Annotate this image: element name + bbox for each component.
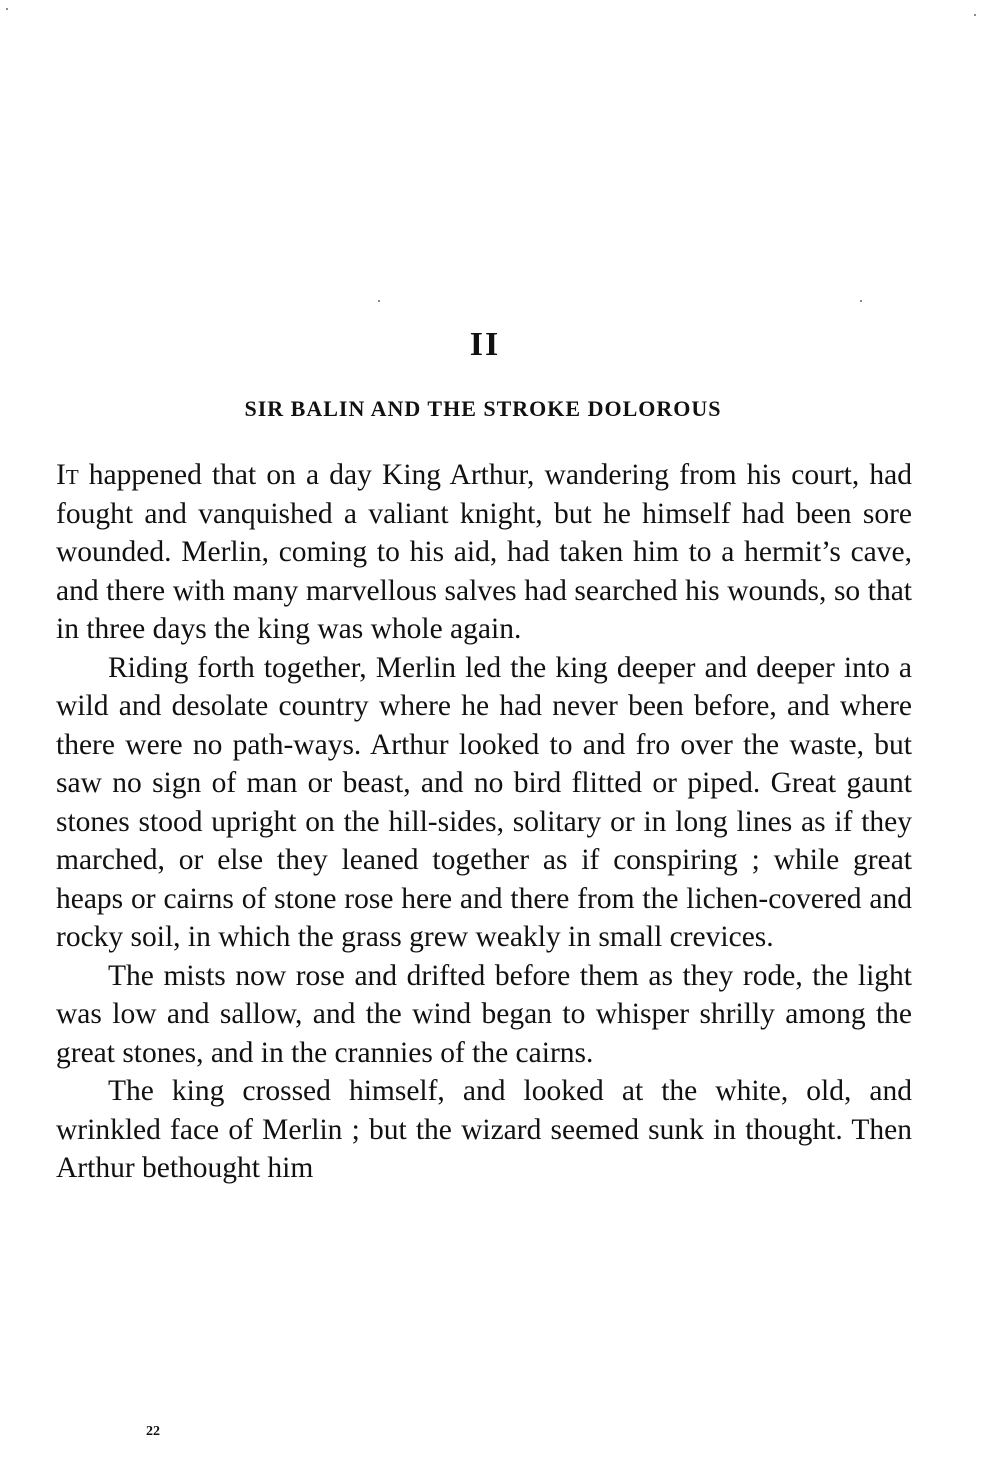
chapter-body xyxy=(56,456,912,1188)
paper-speck xyxy=(860,300,862,302)
paragraph-text: happened that on a day King Arthur, wandering from his court, had fought and vanquished a valiant knight, but he himself had been sore wounded. Merlin, coming to his aid, had taken him to a hermit’s cave, and there with many marvellous salves had searched his wounds, so that in three days the king was whole again. xyxy=(56,459,912,645)
page-number: 22 xyxy=(146,1424,160,1439)
paper-speck xyxy=(6,8,8,10)
chapter-number: II xyxy=(469,326,501,363)
paper-speck xyxy=(974,14,976,16)
chapter-title: SIR BALIN AND THE STROKE DOLOROUS xyxy=(244,396,722,421)
opening-word: It xyxy=(56,459,79,491)
paragraph: The king crossed himself, and looked at the white, old, and wrinkled face of Merlin ; but the wizard seemed sunk in thought. Then Arthur bethought him xyxy=(56,1075,912,1184)
paper-speck xyxy=(378,300,380,302)
paragraph: Riding forth together, Merlin led the king deeper and deeper into a wild and desolate country where he had never been before, and where there were no path-ways. Arthur looked to and fro over the waste, but saw no sign of man or beast, and no bird flitted or piped. Great gaunt stones stood upright on the hill-sides, solitary or in long lines as if they marched, or else they leaned together as if conspiring ; while great heaps or cairns of stone rose here and there from the lichen-covered and rocky soil, in which the grass grew weakly in small crevices. xyxy=(56,651,912,953)
paragraph: The mists now rose and drifted before them as they rode, the light was low and sallow, and the wind began to whisper shrilly among the great stones, and in the crannies of the cairns. xyxy=(56,959,912,1069)
paragraph xyxy=(56,456,912,649)
